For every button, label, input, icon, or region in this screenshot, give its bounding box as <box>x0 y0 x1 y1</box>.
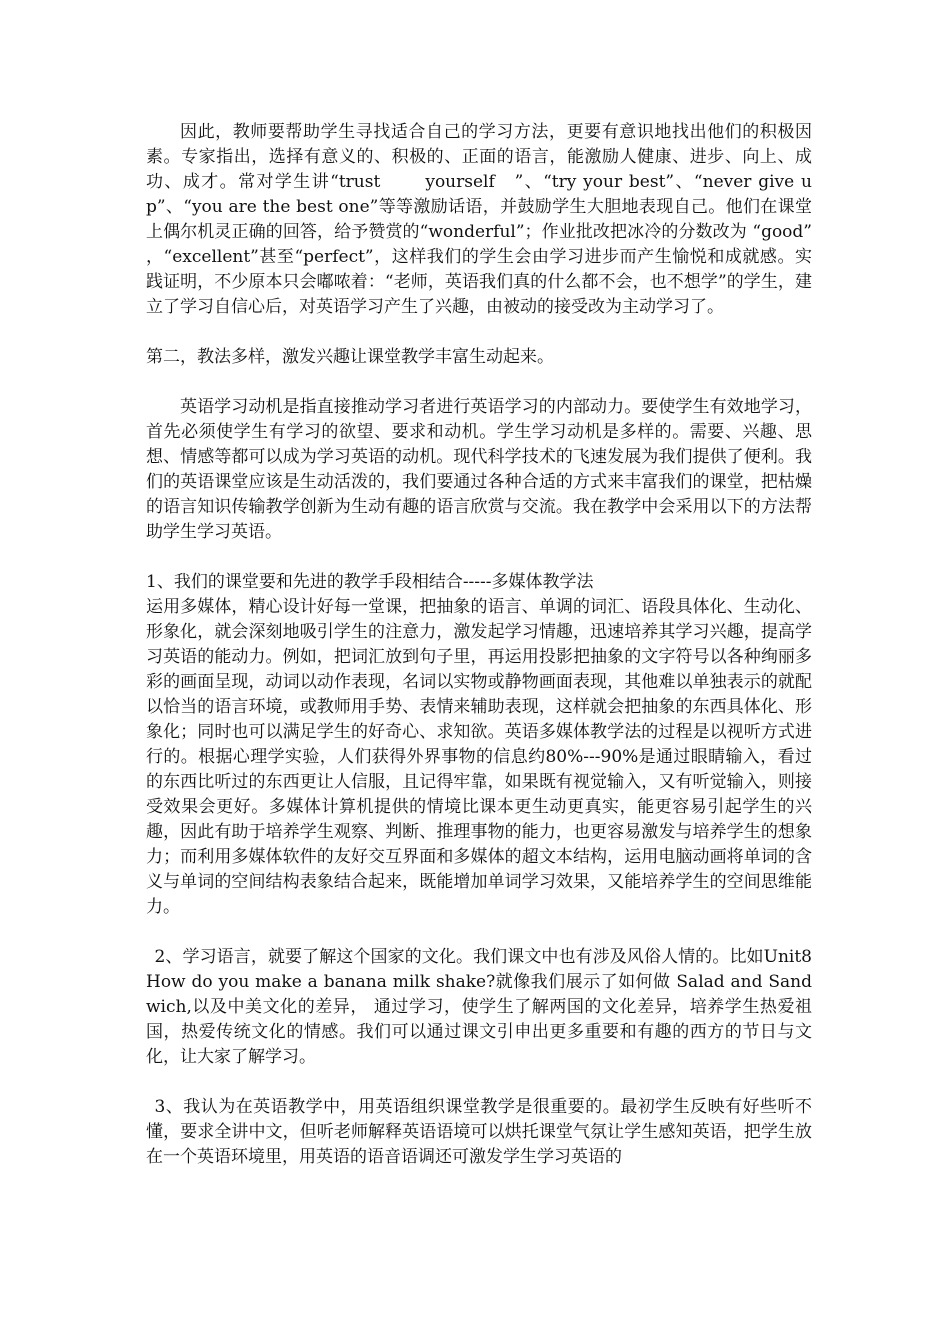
subheading-multimedia: 1、我们的课堂要和先进的教学手段相结合-----多媒体教学法 <box>146 572 594 592</box>
paragraph-gap <box>146 545 812 570</box>
paragraph-multimedia: 运用多媒体，精心设计好每一堂课，把抽象的语言、单调的词汇、语段具体化、生动化、形象化，就会深刻地吸引学生的注意力，激发起学习情趣，迅速培养其学习兴趣，提高学习英语的能动力。例如，把词汇放到句子里，再运用投影把抽象的文字符号以各种绚丽多彩的画面呈现，动词以动作表现，名词以实物或静物画面表现，其他难以单独表示的就配以恰当的语言环境，或教师用手势、表情来辅助表现，这样就会把抽象的东西具体化、形象化；同时也可以满足学生的好奇心、求知欲。英语多媒体教学法的过程是以视听方式进行的。根据心理学实验，人们获得外界事物的信息约80%---90%是通过眼睛输入，看过的东西比听过的东西更让人信服，且记得牢靠，如果既有视觉输入，又有听觉输入，则接受效果会更好。多媒体计算机提供的情境比课本更生动更真实，能更容易引起学生的兴趣，因此有助于培养学生观察、判断、推理事物的能力，也更容易激发与培养学生的想象力；而利用多媒体软件的友好交互界面和多媒体的超文本结构，运用电脑动画将单词的含义与单词的空间结构表象结合起来，既能增加单词学习效果，又能培养学生的空间思维能力。 <box>146 597 812 917</box>
section-heading-methods: 第二，教法多样，激发兴趣让课堂教学丰富生动起来。 <box>146 347 554 367</box>
document-body <box>146 120 818 1170</box>
paragraph-english-instruction: 3、我认为在英语教学中，用英语组织课堂教学是很重要的。最初学生反映有好些听不懂，要求全讲中文，但听老师解释英语语境可以烘托课堂气氛让学生感知英语，把学生放在一个英语环境里，用英语的语音语调还可激发学生学习英语的 <box>146 1097 812 1167</box>
paragraph-gap <box>146 920 812 945</box>
paragraph-gap <box>146 320 812 345</box>
paragraph-gap <box>146 1070 812 1095</box>
paragraph-gap <box>146 370 812 395</box>
paragraph-motivation: 英语学习动机是指直接推动学习者进行英语学习的内部动力。要使学生有效地学习，首先必须使学生有学习的欲望、要求和动机。学生学习动机是多样的。需要、兴趣、思想、情感等都可以成为学习英语的动机。现代科学技术的飞速发展为我们提供了便利。我们的英语课堂应该是生动活泼的，我们要通过各种合适的方式来丰富我们的课堂，把枯燥的语言知识传输教学创新为生动有趣的语言欣赏与交流。我在教学中会采用以下的方法帮助学生学习英语。 <box>146 397 812 542</box>
paragraph-culture: 2、学习语言，就要了解这个国家的文化。我们课文中也有涉及风俗人情的。比如Unit8 How do you make a banana milk shake?就像我们展示了如何做 Salad and Sandwich,以及中美文化的差异， 通过学习，使学生了解两国的文化差异，培养学生热爱祖国，热爱传统文化的情感。我们可以通过课文引申出更多重要和有趣的西方的节日与文化，让大家了解学习。 <box>146 947 818 1067</box>
paragraph-encouragement: 因此，教师要帮助学生寻找适合自己的学习方法，更要有意识地找出他们的积极因素。专家指出，选择有意义的、积极的、正面的语言，能激励人健康、进步、向上、成功、成才。常对学生讲“trust yourself ”、“try your best”、“never give up”、“you are the best one”等等激励话语，并鼓励学生大胆地表现自己。他们在课堂上偶尔机灵正确的回答，给予赞赏的“wonderful”；作业批改把冰冷的分数改为 “good” ，“excellent”甚至“perfect”，这样我们的学生会由学习进步而产生愉悦和成就感。实践证明，不少原本只会嘟哝着：“老师，英语我们真的什么都不会，也不想学”的学生，建立了学习自信心后，对英语学习产生了兴趣，由被动的接受改为主动学习了。 <box>146 122 818 317</box>
